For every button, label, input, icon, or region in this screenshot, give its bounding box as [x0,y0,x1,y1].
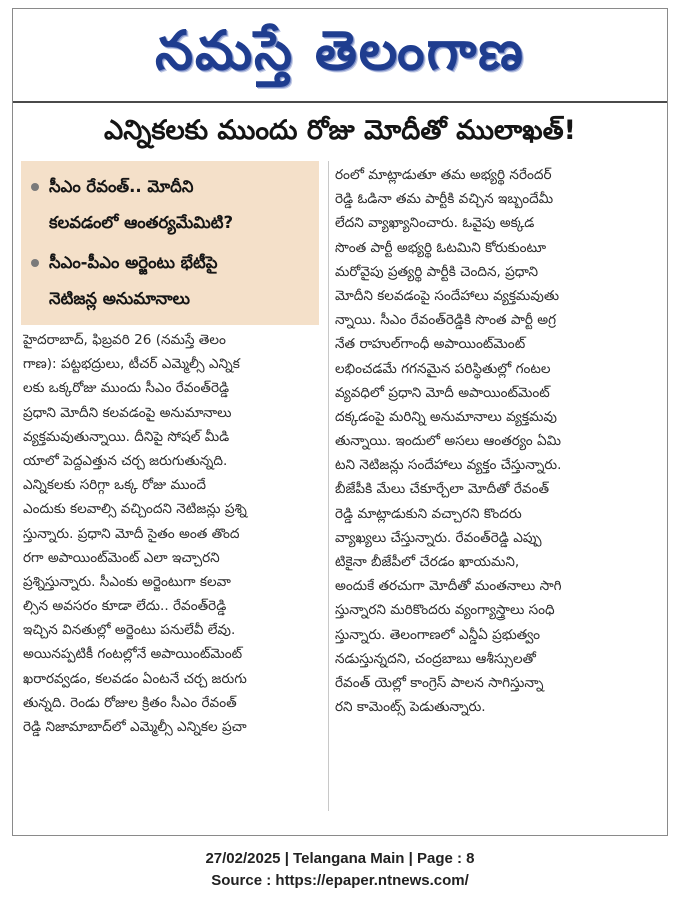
article-line: తున్నాయి. ఇందులో అసలు ఆంతర్యం ఏమి [335,433,562,450]
article-line: టికైనా బీజేపీలో చేరడం ఖాయమని, [335,554,520,570]
article-line: ఎన్నికలకు సరిగ్గా ఒక్క రోజు ముందే [23,477,207,494]
bullet-icon [31,183,39,191]
footer-source: Source : https://epaper.ntnews.com/ [211,872,469,889]
article-line: ఇచ్చిన వినతుల్లో అర్జెంటు పనులేవీ లేవు. [23,622,236,639]
article-line: వ్యాఖ్యలు చేస్తున్నారు. రేవంత్‌రెడ్డి ఎప్పు [335,529,542,546]
article-headline: ఎన్నికలకు ముందు రోజు మోదీతో ములాఖత్! [104,115,576,146]
article-line: దక్కడంపై మరిన్ని అనుమానాలు వ్యక్తమవు [335,408,557,425]
article-line: బీజేపీకి మేలు చేకూర్చేలా మోదీతో రేవంత్ [335,481,550,498]
highlights-box [21,161,319,325]
article-line: మోదీని కలవడంపై సందేహాలు వ్యక్తమవుతు [335,287,560,304]
article-line: సొంత పార్టీ అభ్యర్థి ఓటమిని కోరుకుంటూ [335,239,547,256]
article-line: రెడ్డి నిజామాబాద్‌లో ఎమ్మెల్సీ ఎన్నికల ప్రచా [23,719,247,735]
article-line: నడుస్తున్నదని, చంద్రబాబు ఆశీస్సులతో [335,650,536,667]
highlight-line: నెటిజన్ల అనుమానాలు [49,289,190,308]
article-line: రేవంత్ యెల్లో కాంగ్రెస్ పాలన సాగిస్తున్నా [335,674,544,691]
article-line: రెడ్డి ఓడినా తమ పార్టీకి వచ్చిన ఇబ్బందేమీ [335,191,554,208]
highlight-item [31,169,313,241]
article-line: గాణ): పట్టభద్రులు, టీచర్ ఎమ్మెల్సీ ఎన్నిక [23,356,240,373]
article-line: మరోవైపు ప్రత్యర్థి పార్టీకి చెందిన, ప్రధాని [335,263,539,280]
article-line: యాలో పెద్దఎత్తున చర్చ జరుగుతున్నది. [23,452,228,469]
article-line: వ్యక్తమవుతున్నాయి. దీనిపై సోషల్ మీడి [23,428,230,445]
highlight-line: కలవడంలో ఆంతర్యమేమిటి? [49,213,234,232]
article-line: నేత రాహుల్‌గాంధీ అపాయింట్‌మెంట్ [335,336,526,353]
article-line: ల్సిన అవసరం కూడా లేదు.. రేవంత్‌రెడ్డి [23,598,227,615]
masthead-logo: నమస్తే తెలంగాణ [155,19,525,82]
newspaper-clipping [12,8,668,836]
article-line: స్తున్నారు. తెలంగాణలో ఎన్డీఏ ప్రభుత్వం [335,626,540,643]
article-line: లభించడమే గగనమైన పరిస్థితుల్లో గంటల [335,360,551,377]
article-line: అందుకే తరచుగా మోదీతో మంతనాలు సాగి [335,578,562,595]
masthead [13,13,667,89]
article-line: లేదని వ్యాఖ్యానించారు. ఓవైపు అక్కడ [335,215,535,232]
article-line: ప్రధాని మోదీని కలవడంపై అనుమానాలు [23,404,232,421]
highlight-item [31,245,313,317]
article-line: ప్రశ్నిస్తున్నారు. సీఎంకు అర్జెంటుగా కలవా [23,573,231,590]
article-line: స్తున్నారు. ప్రధాని మోదీ సైతం అంత తొంద [23,525,240,542]
footer-date-page: 27/02/2025 | Telangana Main | Page : 8 [205,850,475,867]
article-column-left [23,328,329,739]
article-line: న్నాయి. సీఎం రేవంత్‌రెడ్డికి సొంత పార్టీ అగ్ర [335,312,557,329]
article-line: రెడ్డి మాట్లాడుకుని వచ్చారని కొందరు [335,505,522,522]
article-line: వ్యవధిలో ప్రధాని మోదీ అపాయింట్‌మెంట్ [335,384,550,401]
article-column-right [335,163,653,719]
masthead-rule [13,101,667,103]
article-line: స్తున్నారని మరికొందరు వ్యంగ్యాస్త్రాలు సంధి [335,602,555,619]
article-line: ఎందుకు కలవాల్సి వచ్చిందని నెటిజన్లు ప్రశ్ని [23,501,247,518]
article-line: లకు ఒక్కరోజు ముందు సీఎం రేవంత్‌రెడ్డి [23,380,230,397]
article-line: రగా అపాయింట్‌మెంట్ ఎలా ఇచ్చారని [23,549,220,566]
article-line: రంలో మాట్లాడుతూ తమ అభ్యర్థి నరేందర్ [335,167,552,183]
highlight-line: సీఎం రేవంత్.. మోదీని [49,177,194,196]
footer [0,848,680,892]
article-line: తున్నది. రెండు రోజుల క్రితం సీఎం రేవంత్ [23,694,237,711]
article-line: అయినప్పటికీ గంటల్లోనే అపాయింట్‌మెంట్ [23,646,243,663]
highlight-line: సీఎం-పీఎం అర్జెంటు భేటీపై [49,253,218,272]
article-line: రని కామెంట్స్ పెడుతున్నారు. [335,699,486,716]
bullet-icon [31,259,39,267]
article-line: టని నెటిజన్లు సందేహాలు వ్యక్తం చేస్తున్నారు. [335,457,562,474]
article-line: హైదరాబాద్, ఫిబ్రవరి 26 (నమస్తే తెలం [23,332,226,348]
article-line: ఖరారవ్వడం, కలవడం ఏంటనే చర్చ జరుగు [23,670,247,687]
